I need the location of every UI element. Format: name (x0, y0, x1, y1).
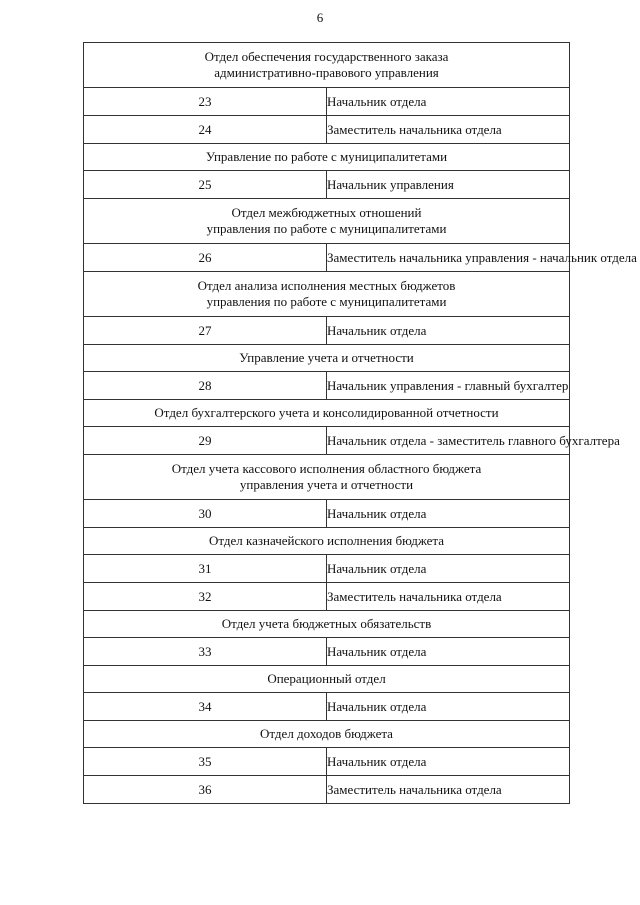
section-header-row (84, 400, 570, 427)
section-header-line: Отдел казначейского исполнения бюджета (208, 533, 445, 548)
position-row (84, 748, 570, 776)
section-header-line: Отдел учета кассового исполнения областного бюджета (171, 461, 482, 476)
section-header-row (84, 144, 570, 171)
row-number: 36 (84, 776, 327, 804)
row-number: 26 (84, 244, 327, 272)
position-title: Начальник отдела (327, 748, 570, 776)
position-row (84, 776, 570, 804)
section-header-line: Отдел доходов бюджета (260, 726, 393, 741)
section-header-row (84, 199, 570, 244)
position-row (84, 583, 570, 611)
section-header-cell (84, 43, 570, 88)
section-header-cell (84, 666, 570, 693)
section-header-line: управления по работе с муниципалитетами (206, 221, 447, 236)
section-header-cell (84, 455, 570, 500)
section-header-cell (84, 272, 570, 317)
position-row (84, 555, 570, 583)
position-title: Начальник отдела (327, 693, 570, 721)
section-header-row (84, 528, 570, 555)
section-header-line: административно-правового управления (214, 65, 439, 80)
row-number: 28 (84, 372, 327, 400)
section-header-cell (84, 400, 570, 427)
section-header-row (84, 345, 570, 372)
section-header-cell (84, 199, 570, 244)
section-header-row (84, 666, 570, 693)
section-header-cell (84, 144, 570, 171)
section-header-row (84, 455, 570, 500)
position-title: Начальник отдела (327, 638, 570, 666)
section-header-cell (84, 611, 570, 638)
position-row (84, 693, 570, 721)
position-title: Начальник отдела - заместитель главного бухгалтера (327, 427, 570, 455)
section-header-cell (84, 721, 570, 748)
row-number: 25 (84, 171, 327, 199)
section-header-row (84, 43, 570, 88)
section-header-line: Отдел учета бюджетных обязательств (221, 616, 432, 631)
section-header-row (84, 272, 570, 317)
row-number: 32 (84, 583, 327, 611)
position-row (84, 88, 570, 116)
section-header-row (84, 721, 570, 748)
row-number: 35 (84, 748, 327, 776)
section-header-line: Отдел анализа исполнения местных бюджетов (197, 278, 456, 293)
row-number: 34 (84, 693, 327, 721)
position-row (84, 427, 570, 455)
section-header-line: управления по работе с муниципалитетами (206, 294, 447, 309)
position-row (84, 244, 570, 272)
page-number: 6 (316, 10, 324, 25)
row-number: 29 (84, 427, 327, 455)
position-title: Начальник управления - главный бухгалтер (327, 372, 570, 400)
position-row (84, 638, 570, 666)
position-title: Начальник отдела (327, 555, 570, 583)
position-title: Начальник отдела (327, 500, 570, 528)
position-row (84, 171, 570, 199)
section-header-line: Отдел обеспечения государственного заказа (204, 49, 449, 64)
positions-table (83, 42, 637, 804)
position-title: Начальник управления (327, 171, 570, 199)
position-title: Начальник отдела (327, 88, 570, 116)
section-header-line: Операционный отдел (267, 671, 386, 686)
row-number: 23 (84, 88, 327, 116)
row-number: 33 (84, 638, 327, 666)
section-header-cell (84, 528, 570, 555)
position-row (84, 500, 570, 528)
position-title: Начальник отдела (327, 317, 570, 345)
position-row (84, 116, 570, 144)
section-header-line: управления учета и отчетности (239, 477, 414, 492)
row-number: 27 (84, 317, 327, 345)
section-header-line: Отдел межбюджетных отношений (231, 205, 422, 220)
section-header-line: Отдел бухгалтерского учета и консолидированной отчетности (154, 405, 499, 420)
section-header-line: Управление учета и отчетности (239, 350, 414, 365)
position-title: Заместитель начальника отдела (327, 583, 570, 611)
section-header-cell (84, 345, 570, 372)
row-number: 24 (84, 116, 327, 144)
section-header-line: Управление по работе с муниципалитетами (205, 149, 448, 164)
position-title: Заместитель начальника отдела (327, 776, 570, 804)
position-title: Заместитель начальника отдела (327, 116, 570, 144)
row-number: 31 (84, 555, 327, 583)
position-title: Заместитель начальника управления - начальник отдела (327, 244, 570, 272)
row-number: 30 (84, 500, 327, 528)
position-row (84, 317, 570, 345)
section-header-row (84, 611, 570, 638)
position-row (84, 372, 570, 400)
